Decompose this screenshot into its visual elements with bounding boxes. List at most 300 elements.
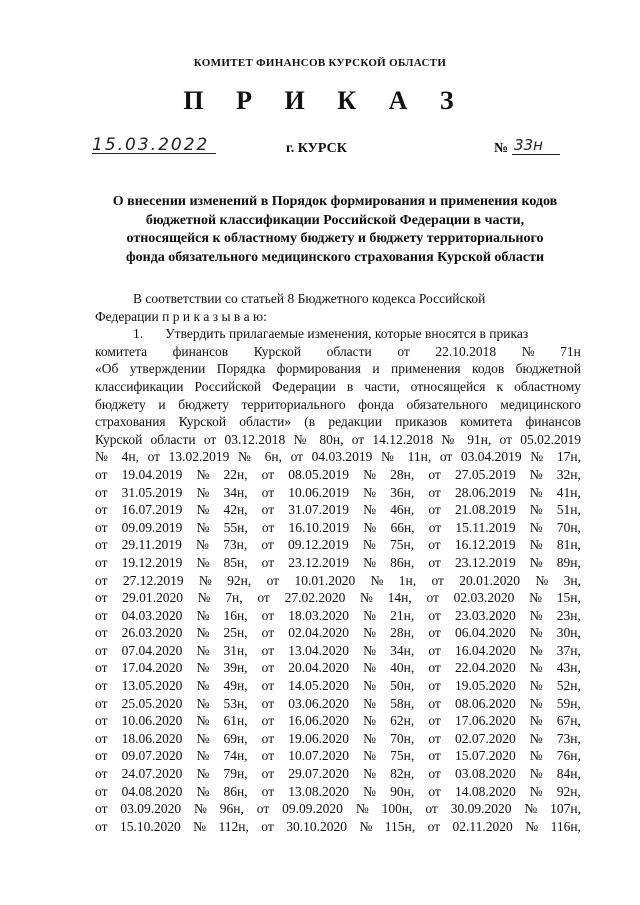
amendment-token: 19.06.2020 [288, 730, 350, 746]
amendment-token: № [363, 695, 377, 711]
number-underline [512, 154, 560, 155]
amendment-token: 52н, [556, 678, 581, 694]
amendment-token: 09.12.2019 [288, 537, 349, 553]
amendment-token: № [529, 625, 543, 641]
amendment-token: № [196, 484, 210, 500]
order-subject [90, 193, 580, 267]
amendment-token: № [529, 554, 543, 570]
amendment-token: 16.12.2019 [454, 537, 516, 553]
amendment-list-line [95, 783, 581, 801]
amendment-token: 50н, [390, 678, 415, 694]
amendment-token: от [261, 625, 275, 641]
amendment-token: от [95, 730, 108, 746]
amendment-list-line [95, 800, 581, 818]
amendment-token: от [261, 484, 275, 500]
amendment-token: 18.06.2020 [121, 730, 183, 746]
amendment-token: № [363, 554, 377, 570]
amendment-token: № [529, 466, 543, 482]
amendment-token: от [426, 590, 439, 606]
amendment-token: № [196, 713, 210, 729]
amendment-token: № [529, 537, 543, 553]
amendment-token: от [95, 519, 108, 535]
amendment-list-line [95, 624, 581, 642]
amendment-token: от [95, 484, 108, 500]
amendment-token: № [196, 660, 210, 676]
amendment-token: 19.04.2019 [121, 466, 183, 482]
amendment-token: от [261, 519, 275, 535]
amendment-token: № [525, 818, 539, 834]
amendment-token: 55н, [223, 519, 248, 535]
amendment-token: 14н, [387, 590, 412, 606]
amendment-token: 17.06.2020 [454, 713, 516, 729]
amendment-token: 22.04.2020 [454, 660, 516, 676]
amendment-token: от [95, 590, 108, 606]
amendment-token: 25н, [223, 625, 248, 641]
amendment-token: 81н, [556, 537, 581, 553]
amendment-token: 16.10.2019 [288, 519, 350, 535]
amendment-token: № [196, 554, 210, 570]
amendment-token: № [363, 660, 377, 676]
amendment-token: от [261, 502, 275, 518]
amendment-token: 53н, [223, 695, 248, 711]
amendment-token: от [428, 713, 441, 729]
amendment-token: 70н, [390, 730, 415, 746]
amendment-token: от [261, 554, 275, 570]
amendment-token: 46н, [390, 502, 415, 518]
amendment-token: от [257, 590, 270, 606]
amendment-token: 24.07.2020 [121, 766, 183, 782]
amendment-token: 58н, [390, 695, 415, 711]
amendment-token: 09.09.2020 [282, 801, 343, 817]
amendment-token: № [524, 801, 538, 817]
amendment-token: 29.11.2019 [121, 537, 182, 553]
amendment-token: № [196, 783, 210, 799]
amendment-token: от [428, 660, 441, 676]
amendment-token: от [95, 713, 108, 729]
amendment-token: 30.10.2020 [286, 818, 347, 834]
amendment-token: 59н, [556, 695, 581, 711]
amendment-list-line [95, 572, 581, 590]
amendment-token: 18.03.2020 [288, 607, 350, 623]
amendment-token: 31.05.2019 [121, 484, 183, 500]
amendment-token: № [355, 801, 369, 817]
amendment-token: 13.05.2020 [121, 678, 183, 694]
amendment-token: № [196, 502, 210, 518]
amendment-token: 7н, [225, 590, 243, 606]
amendment-token: 62н, [390, 713, 415, 729]
amendment-token: от [95, 607, 108, 623]
amendment-token: 03.09.2020 [120, 801, 182, 817]
amendment-token: 69н, [223, 730, 248, 746]
amendment-token: от [428, 607, 441, 623]
amendment-token: от [261, 730, 275, 746]
amendment-token: 84н, [556, 766, 581, 782]
amendment-token: 27.05.2019 [454, 466, 516, 482]
amendment-token: от [428, 484, 441, 500]
amendment-token: 15.10.2020 [119, 818, 181, 834]
amendment-token: № [196, 695, 210, 711]
amendment-token: 16н, [223, 607, 248, 623]
amendment-token: 14.05.2020 [288, 678, 350, 694]
amendment-token: № [363, 625, 377, 641]
amendment-token: № [529, 678, 543, 694]
amendment-token: 23.12.2019 [288, 554, 350, 570]
amendment-token: 10.06.2019 [288, 484, 350, 500]
amendment-token: № [363, 642, 377, 658]
amendment-token: 20.04.2020 [288, 660, 350, 676]
amendment-token: 90н, [390, 783, 415, 799]
amendment-token: от [428, 783, 441, 799]
subject-line: фонда обязательного медицинского страхования Курской области [125, 249, 545, 265]
amendment-token: № [529, 607, 543, 623]
amendment-token: № [196, 519, 210, 535]
amendment-token: № [529, 642, 543, 658]
amendment-token: № [529, 484, 543, 500]
amendment-token: 49н, [223, 678, 248, 694]
amendment-list-line [95, 818, 581, 836]
amendment-token: 09.07.2020 [121, 748, 183, 764]
amendment-token: 115н, [384, 818, 416, 834]
amendment-token: № [196, 642, 210, 658]
amendment-token: от [95, 660, 108, 676]
subject-line: относящейся к областному бюджету и бюджету территориального [126, 231, 544, 246]
amendment-token: 32н, [556, 466, 581, 482]
amendment-token: № [363, 607, 377, 623]
order-number-handwritten: 33н [514, 136, 543, 154]
amendment-token: от [261, 607, 275, 623]
amendment-token: 20.01.2020 [459, 572, 521, 588]
amendment-token: 70н, [556, 519, 581, 535]
amendment-token: 51н, [556, 502, 581, 518]
amendment-token: от [428, 678, 441, 694]
body-text-line: «Об утверждении Порядка формирования и применения кодов бюджетной [95, 361, 581, 377]
amendment-token: № [370, 572, 384, 588]
amendment-token: 66н, [390, 519, 415, 535]
amendment-token: 16.07.2019 [121, 502, 183, 518]
amendment-token: от [95, 783, 108, 799]
amendment-token: от [95, 695, 108, 711]
intro-line: В соответствии со статьей 8 Бюджетного кодекса Российской [133, 291, 486, 306]
amendment-token: № [529, 766, 543, 782]
amendment-token: № [196, 607, 210, 623]
amendment-token: 89н, [556, 554, 581, 570]
amendment-token: 02.11.2020 [452, 818, 513, 834]
intro-line: Федерации п р и к а з ы в а ю: [95, 308, 267, 324]
amendment-token: № [196, 537, 209, 553]
reference-word: Курской [253, 343, 302, 359]
document-title: П Р И К А З [183, 86, 467, 115]
amendment-token: № [535, 572, 549, 588]
amendment-token: от [261, 642, 275, 658]
reference-word: № [521, 343, 535, 359]
amendment-token: 28н, [390, 466, 415, 482]
amendment-token: 30н, [556, 625, 581, 641]
amendment-token: от [256, 801, 270, 817]
amendment-token: от [428, 695, 441, 711]
amendment-token: № [529, 748, 543, 764]
amendment-token: № [363, 466, 377, 482]
amendment-token: 04.08.2020 [121, 783, 183, 799]
amendment-token: 36н, [390, 484, 415, 500]
subject-line: О внесении изменений в Порядок формирования и применения кодов [112, 194, 558, 209]
amendment-token: от [95, 572, 108, 588]
amendment-token: 1н, [398, 572, 417, 588]
amendment-list-line [95, 677, 581, 695]
amendment-token: № [529, 519, 543, 535]
amendment-token: 75н, [389, 537, 415, 553]
reference-word: области [326, 343, 372, 359]
subject-line: бюджетной классификации Российской Федерации в части, [145, 212, 525, 228]
item-1-line [95, 325, 581, 343]
amendment-token: № [362, 537, 376, 553]
amendment-token: 19.12.2019 [121, 554, 183, 570]
amendment-token: № [363, 484, 377, 500]
amendment-token: 10.01.2020 [294, 572, 356, 588]
amendment-list-line [95, 607, 581, 625]
amendment-token: от [261, 660, 275, 676]
amendment-token: от [95, 466, 108, 482]
body-text-line: страхования Курской области» (в редакции приказов комитета финансов [95, 414, 581, 430]
body-text-line: № 4н, от 13.02.2019 № 6н, от 04.03.2019 № 11н, от 03.04.2019 № 17н, [95, 449, 581, 465]
amendment-token: 22н, [223, 466, 248, 482]
amendment-token: 31.07.2019 [288, 502, 350, 518]
amendment-token: от [261, 748, 275, 764]
amendment-token: от [261, 466, 275, 482]
amendment-token: № [197, 590, 211, 606]
order-date-handwritten: 15.03.2022 [92, 135, 210, 155]
amendment-token: 3н, [563, 572, 581, 588]
amendment-token: от [428, 625, 441, 641]
amendment-list-line [95, 695, 581, 713]
amendment-list-line [95, 466, 581, 484]
amendment-token: 85н, [223, 554, 248, 570]
amendment-token: 73н, [223, 537, 248, 553]
order-number-sign: № [494, 141, 509, 156]
amendment-token: № [193, 818, 207, 834]
amendment-token: 86н, [223, 783, 248, 799]
amendment-token: 07.04.2020 [121, 642, 183, 658]
amendment-token: 03.06.2020 [288, 695, 350, 711]
amendment-token: 42н, [223, 502, 248, 518]
amendment-token: от [95, 818, 108, 834]
amendment-token: 30.09.2020 [450, 801, 512, 817]
amendment-token: 29.07.2020 [288, 766, 350, 782]
amendment-token: № [529, 783, 543, 799]
amendment-token: № [363, 713, 377, 729]
amendment-token: 06.04.2020 [454, 625, 516, 641]
amendment-token: от [266, 572, 280, 588]
date-underline [92, 153, 216, 154]
amendment-token: от [95, 502, 108, 518]
amendment-token: от [428, 537, 441, 553]
amendment-token: № [359, 818, 373, 834]
amendment-token: 37н, [556, 642, 581, 658]
amendment-token: 86н, [390, 554, 415, 570]
amendment-token: 74н, [223, 748, 248, 764]
amendment-token: 41н, [556, 484, 581, 500]
amendment-token: № [198, 572, 212, 588]
amendment-token: 27.12.2019 [122, 572, 184, 588]
amendment-token: от [428, 766, 441, 782]
amendment-token: от [261, 713, 275, 729]
amendment-list-line [95, 589, 581, 607]
amendment-token: от [428, 502, 441, 518]
amendment-token: 15.07.2020 [454, 748, 516, 764]
amendment-token: 34н, [223, 484, 248, 500]
amendment-list-line [95, 730, 581, 748]
amendment-token: 76н, [556, 748, 581, 764]
amendment-token: 02.04.2020 [288, 625, 350, 641]
amendment-token: 107н, [550, 801, 581, 817]
amendment-token: от [261, 695, 275, 711]
amendment-list-line [95, 501, 581, 519]
amendment-token: 82н, [390, 766, 415, 782]
amendment-token: 23н, [556, 607, 581, 623]
amendment-token: № [196, 466, 210, 482]
amendment-list-line [95, 519, 581, 537]
reference-word: от [397, 343, 410, 359]
amendment-token: 03.08.2020 [454, 766, 516, 782]
amendment-token: 15н, [556, 590, 581, 606]
amendment-token: 61н, [223, 713, 248, 729]
amendment-token: № [194, 801, 207, 817]
amendment-token: № [196, 678, 210, 694]
amendment-token: от [431, 572, 444, 588]
amendment-token: от [95, 678, 108, 694]
amendment-token: 67н, [556, 713, 581, 729]
amendment-list-line [95, 765, 581, 783]
amendment-token: от [425, 801, 438, 817]
amendment-token: 100н, [381, 801, 413, 817]
amendment-token: от [95, 554, 108, 570]
amendment-token: № [196, 766, 210, 782]
order-city: г. КУРСК [286, 141, 347, 156]
committee-name: КОМИТЕТ ФИНАНСОВ КУРСКОЙ ОБЛАСТИ [193, 57, 447, 69]
amendment-token: № [529, 695, 543, 711]
amendment-token: 23.12.2019 [454, 554, 516, 570]
amendment-token: 23.03.2020 [454, 607, 516, 623]
amendment-token: 13.08.2020 [288, 783, 350, 799]
amendment-token: от [428, 554, 441, 570]
amendment-token: 04.03.2020 [121, 607, 183, 623]
amendment-token: от [95, 801, 108, 817]
amendment-token: 116н, [550, 818, 581, 834]
amendment-token: 16.04.2020 [454, 642, 516, 658]
amendment-token: 29.01.2020 [122, 590, 183, 606]
amendment-token: 73н, [556, 730, 581, 746]
amendment-token: 08.05.2019 [288, 466, 350, 482]
amendment-token: от [428, 730, 441, 746]
amendment-token: 10.06.2020 [121, 713, 183, 729]
amendment-token: № [529, 502, 543, 518]
amendment-list-line [95, 554, 581, 572]
amendment-token: № [363, 678, 377, 694]
amendment-token: 08.06.2020 [454, 695, 516, 711]
amendment-token: 15.11.2019 [455, 519, 516, 535]
amendment-token: № [196, 748, 210, 764]
amendment-token: 92н, [227, 572, 252, 588]
amendment-token: № [529, 660, 543, 676]
amendment-token: № [363, 730, 377, 746]
reference-word: 22.10.2018 [435, 343, 497, 359]
item-1-reference-line [95, 343, 581, 361]
amendment-token: 31н, [223, 642, 248, 658]
amendment-list-line [95, 536, 581, 554]
body-text-line: классификации Российской Федерации в части, относящейся к областному [95, 378, 581, 394]
item-text: Утвердить прилагаемые изменения, которые вносятся в приказ [165, 326, 529, 342]
amendment-token: 09.09.2019 [121, 519, 183, 535]
order-number [514, 136, 560, 158]
amendment-token: № [196, 730, 210, 746]
reference-word: 71н [560, 343, 581, 359]
amendment-token: от [428, 466, 441, 482]
order-date [92, 135, 216, 157]
amendment-token: от [95, 642, 108, 658]
amendment-token: № [360, 590, 373, 606]
amendment-token: 26.03.2020 [121, 625, 183, 641]
amendment-token: № [363, 783, 377, 799]
amendment-token: 02.03.2020 [453, 590, 515, 606]
amendment-token: 96н, [219, 801, 244, 817]
amendment-token: 17.04.2020 [121, 660, 183, 676]
amendment-token: 21.08.2019 [454, 502, 516, 518]
amendment-token: 34н, [390, 642, 415, 658]
amendment-token: от [95, 748, 108, 764]
body-text-line: Курской области от 03.12.2018 № 80н, от 14.12.2018 № 91н, от 05.02.2019 [95, 431, 581, 447]
amendment-token: от [261, 766, 275, 782]
amendment-token: от [95, 537, 108, 553]
reference-word: финансов [172, 343, 229, 359]
amendment-token: 79н, [223, 766, 248, 782]
amendment-token: 92н, [556, 783, 581, 799]
item-number: 1. [133, 326, 144, 342]
amendment-token: 27.02.2020 [284, 590, 346, 606]
amendment-token: 75н, [390, 748, 415, 764]
amendment-token: № [363, 766, 377, 782]
amendment-token: 16.06.2020 [288, 713, 350, 729]
amendment-token: 13.04.2020 [288, 642, 350, 658]
amendment-token: 19.05.2020 [454, 678, 516, 694]
amendment-token: № [529, 713, 543, 729]
amendment-token: от [261, 537, 274, 553]
amendment-token: 112н, [218, 818, 249, 834]
amendment-token: 39н, [223, 660, 248, 676]
amendment-token: от [428, 519, 442, 535]
amendment-list-line [95, 747, 581, 765]
amendment-token: 43н, [556, 660, 581, 676]
amendment-token: № [529, 590, 543, 606]
amendment-token: 25.05.2020 [121, 695, 183, 711]
body-text-line: бюджету и бюджету территориального фонда обязательного медицинского [95, 396, 581, 412]
amendment-token: 10.07.2020 [288, 748, 350, 764]
amendment-token: от [261, 783, 275, 799]
amendment-list-line [95, 659, 581, 677]
amendment-token: 28н, [390, 625, 415, 641]
amendment-token: № [363, 519, 377, 535]
amendment-token: от [95, 625, 108, 641]
amendment-token: от [427, 818, 441, 834]
amendment-token: № [363, 748, 377, 764]
amendment-token: от [428, 748, 441, 764]
amendment-token: 21н, [390, 607, 415, 623]
amendment-token: 02.07.2020 [454, 730, 516, 746]
amendment-token: 40н, [390, 660, 415, 676]
amendment-token: № [363, 502, 377, 518]
amendment-list-line [95, 642, 581, 660]
amendment-token: от [261, 678, 275, 694]
amendment-token: 28.06.2019 [454, 484, 516, 500]
amendment-token: от [261, 818, 274, 834]
